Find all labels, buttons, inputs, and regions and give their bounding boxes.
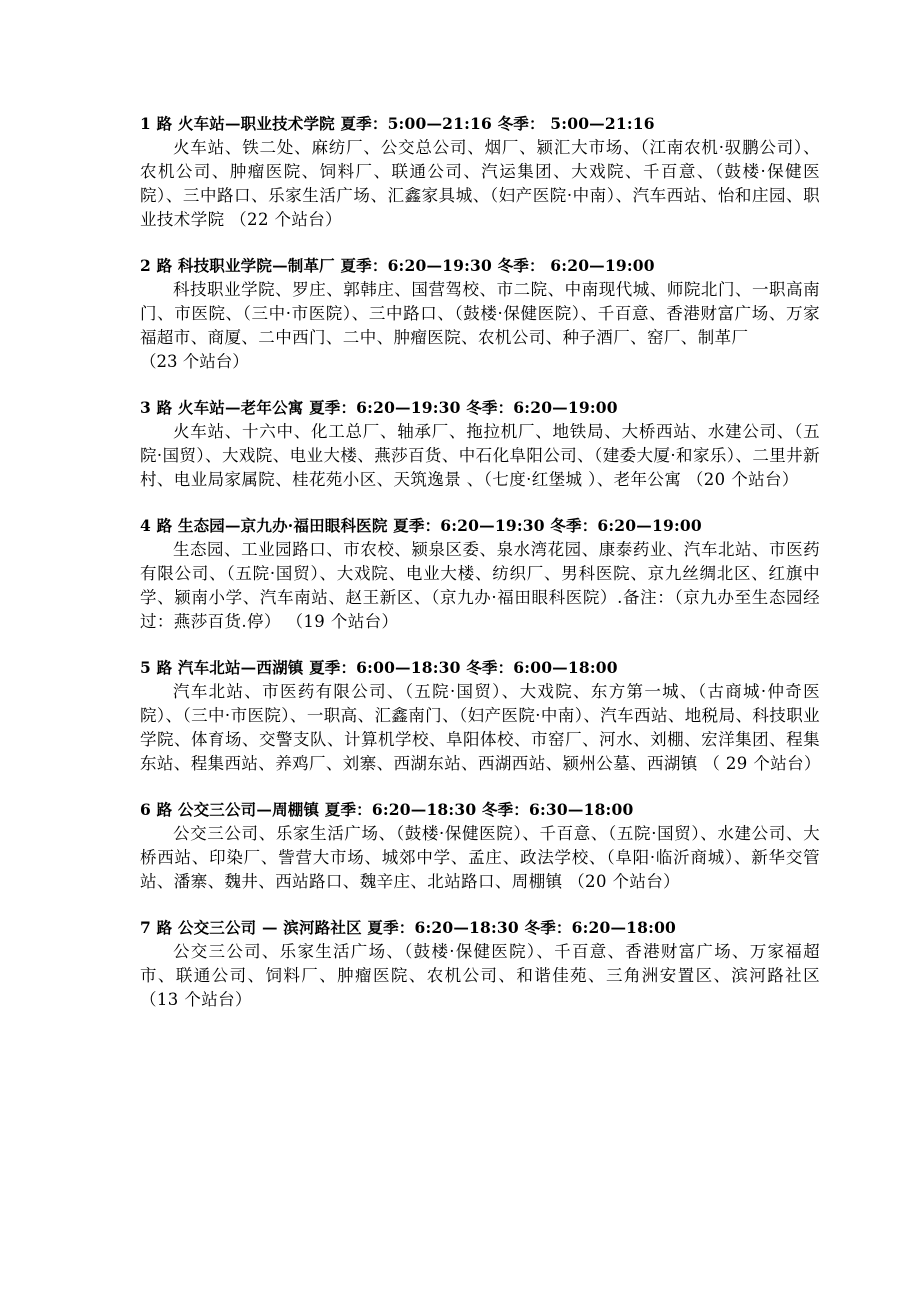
route-header: 3 路 火车站—老年公寓 夏季：6:20—19:30 冬季：6:20—19:00 — [140, 398, 618, 417]
route-stops: 汽车北站、市医药有限公司、（五院·国贸）、大戏院、东方第一城、（古商城·仲奇医院）、（三中·市医院）、一职高、汇鑫南门、（妇产医院·中南）、汽车西站、地税局、科技职业学院、体育场、交警支队、计算机学校、阜阳体校、市窑厂、河水、刘棚、宏洋集团、程集东站、程集西站、养鸡厂、刘寨、西湖东站、西湖西站、颍州公墓、西湖镇 （ 29 个站台） — [140, 682, 821, 773]
route-header: 4 路 生态园—京九办·福田眼科医院 夏季：6:20—19:30 冬季：6:20—19:00 — [140, 516, 702, 535]
bus-route-document — [140, 112, 820, 1034]
route-header: 1 路 火车站—职业技术学院 夏季：5:00—21:16 冬季： 5:00—21:16 — [140, 114, 655, 133]
route-7 — [140, 916, 820, 1012]
route-3 — [140, 396, 820, 492]
route-header: 2 路 科技职业学院—制革厂 夏季：6:20—19:30 冬季： 6:20—19:00 — [140, 256, 655, 275]
route-stop-count: （23 个站台） — [140, 352, 249, 371]
route-4 — [140, 514, 820, 634]
route-stops: 生态园、工业园路口、市农校、颍泉区委、泉水湾花园、康泰药业、汽车北站、市医药有限公司、（五院·国贸）、大戏院、电业大楼、纺织厂、男科医院、京九丝绸北区、红旗中学、颍南小学、汽车南站、赵王新区、（京九办·福田眼科医院）.备注：（京九办至生态园经过：燕莎百货.停） （19 个站台） — [140, 540, 820, 631]
route-header: 7 路 公交三公司 — 滨河路社区 夏季：6:20—18:30 冬季：6:20—18:00 — [140, 918, 677, 937]
route-2 — [140, 254, 820, 374]
route-stops: 公交三公司、乐家生活广场、（鼓楼·保健医院）、千百意、（五院·国贸）、水建公司、大桥西站、印染厂、訾营大市场、城郊中学、孟庄、政法学校、（阜阳·临沂商城）、新华交管站、潘寨、魏井、西站路口、魏辛庄、北站路口、周棚镇 （20 个站台） — [140, 824, 820, 891]
route-5 — [140, 656, 820, 776]
route-stops: 火车站、铁二处、麻纺厂、公交总公司、烟厂、颍汇大市场、（江南农机·驭鹏公司）、农机公司、肿瘤医院、饲料厂、联通公司、汽运集团、大戏院、千百意、（鼓楼·保健医院）、三中路口、乐家生活广场、汇鑫家具城、（妇产医院·中南）、汽车西站、怡和庄园、职业技术学院 （22 个站台） — [140, 138, 820, 229]
route-header: 5 路 汽车北站—西湖镇 夏季：6:00—18:30 冬季：6:00—18:00 — [140, 658, 618, 677]
route-stops: 公交三公司、乐家生活广场、（鼓楼·保健医院）、千百意、香港财富广场、万家福超市、联通公司、饲料厂、肿瘤医院、农机公司、和谐佳苑、三角洲安置区、滨河路社区 （13 个站台） — [140, 942, 820, 1009]
route-stops: 科技职业学院、罗庄、郭韩庄、国营驾校、市二院、中南现代城、师院北门、一职高南门、市医院、（三中·市医院）、三中路口、（鼓楼·保健医院）、千百意、香港财富广场、万家福超市、商厦、二中西门、二中、肿瘤医院、农机公司、种子酒厂、窑厂、制革厂 — [140, 280, 820, 347]
route-1 — [140, 112, 820, 232]
route-stops: 火车站、十六中、化工总厂、轴承厂、拖拉机厂、地铁局、大桥西站、水建公司、（五院·国贸）、大戏院、电业大楼、燕莎百货、中石化阜阳公司、（建委大厦·和家乐）、二里井新村、电业局家属院、桂花苑小区、天筑逸景 、（七度·红堡城 ）、老年公寓 （20 个站台） — [140, 422, 820, 489]
route-6 — [140, 798, 820, 894]
route-header: 6 路 公交三公司—周棚镇 夏季：6:20—18:30 冬季：6:30—18:00 — [140, 800, 634, 819]
